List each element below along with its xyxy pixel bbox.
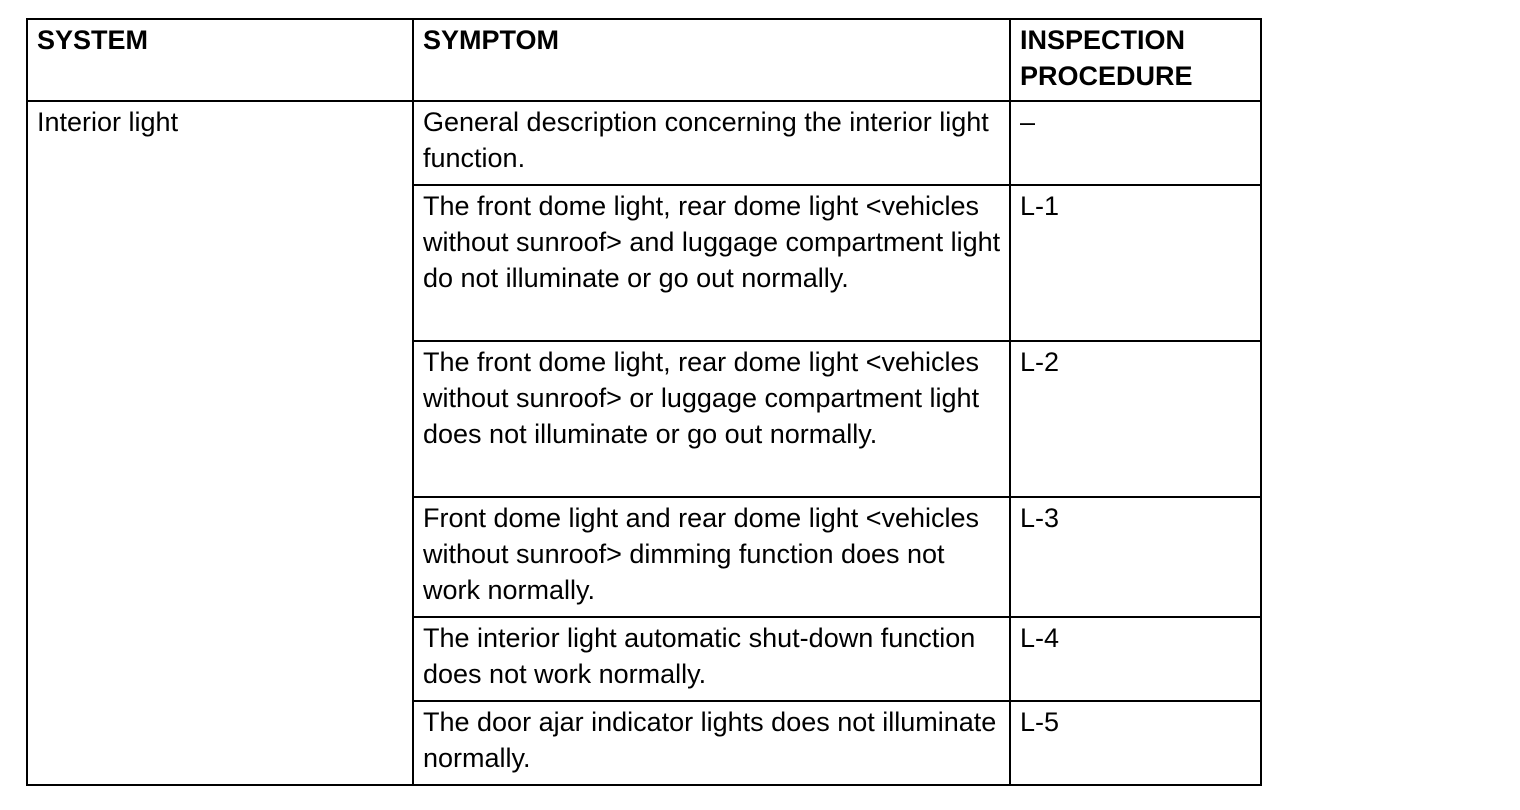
symptom-cell: The door ajar indicator lights does not illuminate normally. — [413, 701, 1010, 785]
symptom-table — [26, 18, 1262, 786]
symptom-cell: The front dome light, rear dome light <vehicles without sunroof> or luggage compartment light does not illuminate or go out normally. — [413, 341, 1010, 497]
procedure-cell: L-1 — [1010, 185, 1261, 341]
symptom-cell: The interior light automatic shut-down function does not work normally. — [413, 617, 1010, 701]
procedure-cell: L-2 — [1010, 341, 1261, 497]
procedure-cell: – — [1010, 101, 1261, 185]
procedure-cell: L-5 — [1010, 701, 1261, 785]
system-cell: Interior light — [27, 101, 413, 785]
header-system: SYSTEM — [27, 19, 413, 101]
symptom-cell: General description concerning the interior light function. — [413, 101, 1010, 185]
procedure-cell: L-4 — [1010, 617, 1261, 701]
symptom-cell: Front dome light and rear dome light <vehicles without sunroof> dimming function does not work normally. — [413, 497, 1010, 617]
symptom-cell: The front dome light, rear dome light <vehicles without sunroof> and luggage compartment light do not illuminate or go out normally. — [413, 185, 1010, 341]
table-row — [27, 101, 1261, 185]
procedure-cell: L-3 — [1010, 497, 1261, 617]
header-inspection-procedure: INSPECTION PROCEDURE — [1010, 19, 1261, 101]
header-symptom: SYMPTOM — [413, 19, 1010, 101]
header-row — [27, 19, 1261, 101]
